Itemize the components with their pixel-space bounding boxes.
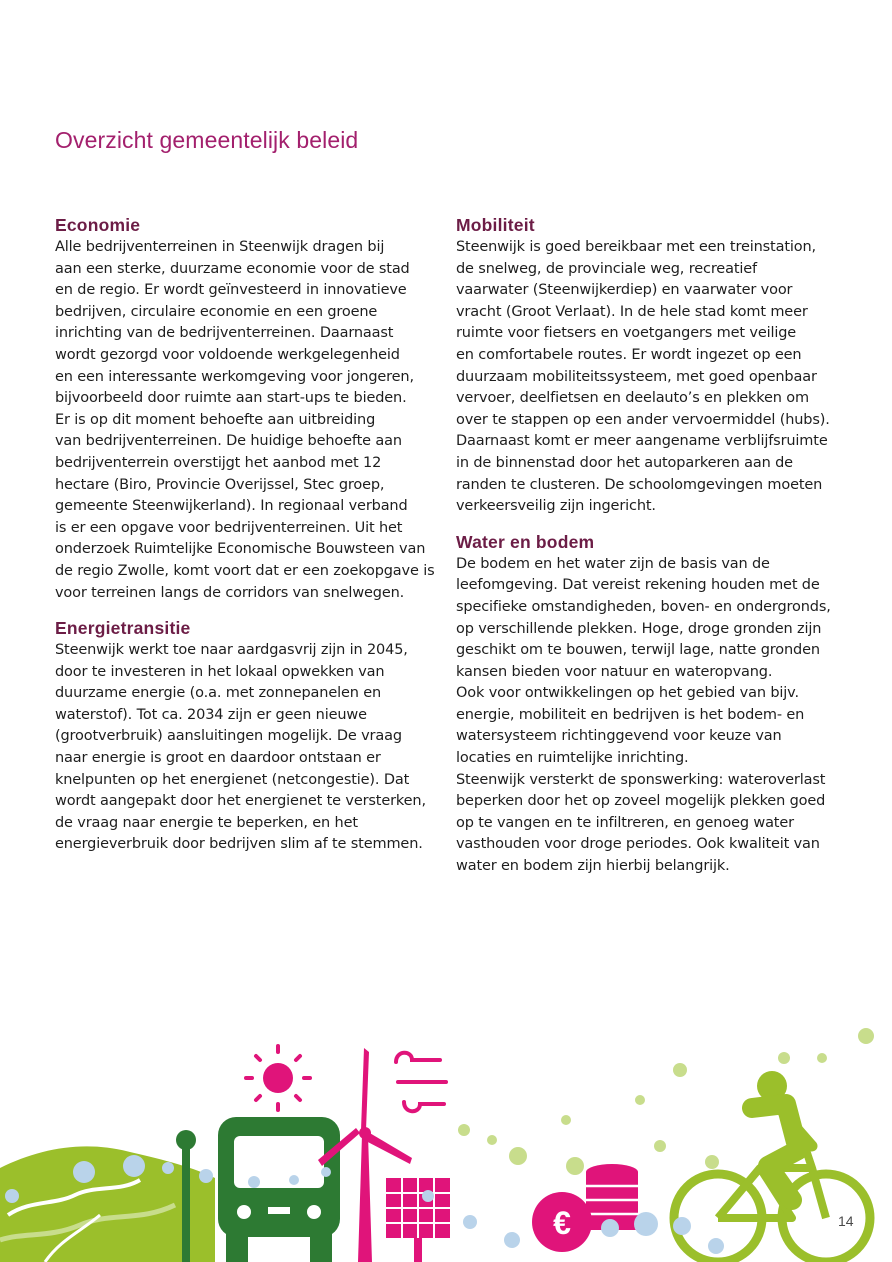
text-line: randen te clusteren. De schoolomgevingen moeten: [456, 476, 823, 493]
text-line: locaties en ruimtelijke inrichting.: [456, 750, 689, 767]
text-line: verkeersveilig zijn ingericht.: [456, 498, 656, 515]
text-line: wordt gezorgd voor voldoende werkgelegenheid: [55, 346, 400, 363]
section-energietransitie: [55, 618, 450, 856]
text-line: inrichting van de bedrijventerreinen. Daarnaast: [55, 325, 394, 342]
sun-icon: [246, 1046, 310, 1110]
section-water-bodem: [456, 532, 856, 878]
text-line: de regio Zwolle, komt voort dat er een zoekopgave is: [55, 562, 435, 579]
text-line: specifieke omstandigheden, boven- en ondergronds,: [456, 598, 831, 615]
text-line: energieverbruik door bedrijven slim af te stemmen.: [55, 836, 423, 853]
text-line: De bodem en het water zijn de basis van de: [456, 555, 770, 572]
sustainability-illustration: [0, 1000, 892, 1262]
left-column: [55, 215, 450, 870]
text-line: hectare (Biro, Provincie Overijssel, Stec groep,: [55, 476, 385, 493]
text-line: energie, mobiliteit en bedrijven is het bodem- en: [456, 706, 805, 723]
text-line: vaarwater (Steenwijkerdiep) en vaarwater voor: [456, 282, 793, 299]
text-line: leefomgeving. Dat vereist rekening houden met de: [456, 577, 820, 594]
solar-panel-icon: [386, 1178, 450, 1262]
text-line: water en bodem zijn hierbij belangrijk.: [456, 858, 730, 875]
text-line: van bedrijventerreinen. De huidige behoefte aan: [55, 433, 402, 450]
euro-coin-icon: [532, 1192, 592, 1252]
text-line: op verschillende plekken. Hoge, droge gronden zijn: [456, 620, 822, 637]
section-mobiliteit: [456, 215, 856, 518]
text-line: onderzoek Ruimtelijke Economische Bouwsteen van: [55, 541, 426, 558]
cyclist-icon: [674, 1071, 870, 1262]
text-line: Steenwijk werkt toe naar aardgasvrij zijn in 2045,: [55, 642, 408, 659]
paragraph-energietransitie: [55, 640, 450, 856]
text-line: watersysteem richtinggevend voor keuze van: [456, 728, 782, 745]
text-line: knelpunten op het energienet (netcongestie). Dat: [55, 771, 410, 788]
text-line: vracht (Groot Verlaat). In de hele stad komt meer: [456, 303, 808, 320]
text-line: Alle bedrijventerreinen in Steenwijk dragen bij: [55, 239, 385, 255]
section-heading-energietransitie: Energietransitie: [55, 618, 191, 639]
bus-icon: [218, 1117, 340, 1262]
page-title: Overzicht gemeentelijk beleid: [55, 127, 359, 154]
section-heading-water-bodem: Water en bodem: [456, 531, 595, 552]
text-line: bijvoorbeeld door ruimte aan start-ups te bieden.: [55, 390, 407, 407]
text-line: en een interessante werkomgeving voor jongeren,: [55, 368, 414, 385]
paragraph-mobiliteit: [456, 237, 856, 518]
text-line: vervoer, deelfietsen en deelauto’s en plekken om: [456, 390, 809, 407]
paragraph-water-bodem: [456, 554, 856, 878]
text-line: voor terreinen langs de corridors van snelwegen.: [55, 584, 405, 601]
section-heading-economie: Economie: [55, 215, 141, 235]
text-line: over te stappen op een ander vervoermiddel (hubs).: [456, 411, 830, 428]
text-line: naar energie is groot en daardoor ontstaan er: [55, 750, 381, 767]
text-line: is er een opgave voor bedrijventerreinen. Uit het: [55, 519, 403, 536]
text-line: de vraag naar energie te beperken, en het: [55, 814, 358, 831]
text-line: in de binnenstad door het autoparkeren aan de: [456, 454, 793, 471]
text-line: bedrijventerrein overstijgt het aanbod met 12: [55, 454, 382, 471]
text-line: door te investeren in het lokaal opwekken van: [55, 663, 385, 680]
text-line: Ook voor ontwikkelingen op het gebied van bijv.: [456, 685, 799, 702]
page-number: 14: [838, 1213, 854, 1229]
text-line: kansen bieden voor natuur en wateropvang.: [456, 663, 773, 680]
text-line: de snelweg, de provinciale weg, recreatief: [456, 260, 757, 277]
text-line: op te vangen en te infiltreren, en genoeg water: [456, 814, 794, 831]
text-line: ruimte voor fietsers en voetgangers met veilige: [456, 325, 797, 342]
text-line: aan een sterke, duurzame economie voor de stad: [55, 260, 410, 277]
text-line: vasthouden voor droge periodes. Ook kwaliteit van: [456, 836, 820, 853]
text-line: geschikt om te bouwen, terwijl lage, natte gronden: [456, 642, 820, 659]
section-heading-mobiliteit: Mobiliteit: [456, 215, 535, 235]
text-line: duurzaam mobiliteitssysteem, met goed openbaar: [456, 368, 817, 385]
right-column: [456, 215, 856, 892]
wind-icon: [396, 1053, 446, 1112]
text-line: bedrijven, circulaire economie en een groene: [55, 303, 378, 320]
text-line: gemeente Steenwijkerland). In regionaal verband: [55, 498, 408, 515]
text-line: wordt aangepakt door het energienet te versterken,: [55, 793, 426, 810]
text-line: Steenwijk is goed bereikbaar met een treinstation,: [456, 239, 816, 255]
text-line: en de regio. Er wordt geïnvesteerd in innovatieve: [55, 282, 407, 299]
text-line: Steenwijk versterkt de sponswerking: wateroverlast: [456, 771, 826, 788]
paragraph-economie: [55, 237, 450, 604]
text-line: Er is op dit moment behoefte aan uitbreiding: [55, 411, 376, 428]
text-line: duurzame energie (o.a. met zonnepanelen en: [55, 685, 382, 702]
text-line: Daarnaast komt er meer aangename verblijfsruimte: [456, 433, 828, 450]
text-line: (grootverbruik) aansluitingen mogelijk. De vraag: [55, 728, 402, 745]
text-line: en comfortabele routes. Er wordt ingezet op een: [456, 346, 802, 363]
svg-text:€: €: [553, 1205, 571, 1241]
section-economie: [55, 215, 450, 604]
text-line: beperken door het op zoveel mogelijk plekken goed: [456, 793, 826, 810]
text-line: waterstof). Tot ca. 2034 zijn er geen nieuwe: [55, 706, 367, 723]
